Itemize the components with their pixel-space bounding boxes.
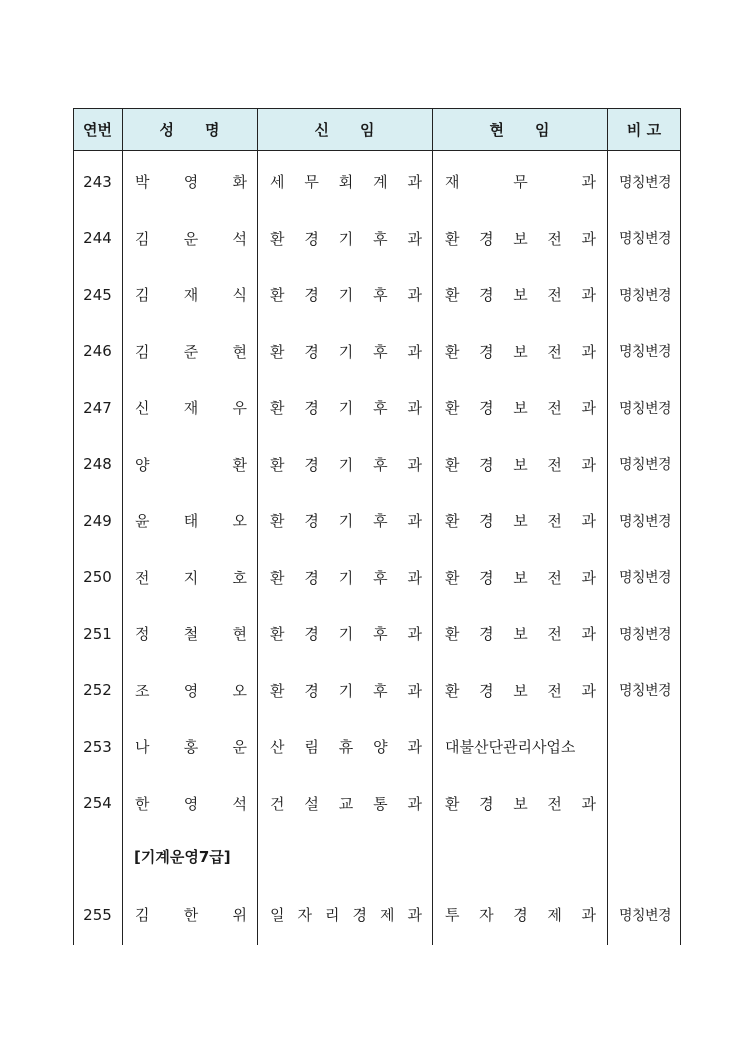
row-name: 윤 태 오 bbox=[135, 512, 247, 530]
table-row bbox=[73, 153, 681, 210]
row-new-post: 환 경 보 전 과 bbox=[445, 342, 596, 361]
header-note: 비 고 bbox=[626, 120, 662, 139]
row-number: 243 bbox=[83, 172, 112, 191]
row-old-post: 환 경 기 후 과 bbox=[270, 342, 422, 361]
row-number: 249 bbox=[83, 511, 112, 530]
section-label: [기계운영7급] bbox=[134, 848, 231, 866]
table-row bbox=[73, 886, 681, 943]
row-old-post: 환 경 기 후 과 bbox=[270, 286, 422, 304]
header-new-post: 현 임 bbox=[489, 120, 550, 139]
row-note: 명칭변경 bbox=[618, 513, 672, 530]
row-new-post: 환 경 보 전 과 bbox=[445, 794, 596, 813]
row-old-post: 세 무 회 계 과 bbox=[270, 173, 422, 191]
table-row bbox=[73, 605, 681, 662]
row-old-post: 환 경 기 후 과 bbox=[270, 625, 422, 643]
row-name: 전 지 호 bbox=[135, 568, 247, 587]
row-note: 명칭변경 bbox=[618, 287, 672, 304]
header-name: 성 명 bbox=[159, 120, 220, 139]
row-number: 246 bbox=[83, 342, 112, 360]
table-row bbox=[73, 323, 681, 380]
row-new-post: 환 경 보 전 과 bbox=[445, 229, 596, 248]
row-new-post: 투 자 경 제 과 bbox=[445, 906, 596, 924]
row-old-post: 건 설 교 통 과 bbox=[270, 794, 422, 813]
row-old-post: 환 경 기 후 과 bbox=[270, 568, 422, 587]
row-new-post: 환 경 보 전 과 bbox=[445, 625, 596, 643]
row-number: 245 bbox=[83, 285, 112, 304]
row-new-post: 환 경 보 전 과 bbox=[445, 512, 596, 530]
row-name: 양 환 bbox=[135, 455, 247, 474]
row-number: 254 bbox=[83, 794, 112, 812]
row-name: 박 영 화 bbox=[135, 173, 247, 191]
row-name: 김 준 현 bbox=[135, 342, 247, 361]
table-row bbox=[73, 492, 681, 549]
row-number: 250 bbox=[83, 568, 112, 586]
row-old-post: 환 경 기 후 과 bbox=[270, 681, 422, 700]
table-top-border bbox=[73, 108, 681, 109]
table-row bbox=[73, 210, 681, 267]
row-note: 명칭변경 bbox=[618, 457, 672, 473]
row-new-post: 환 경 보 전 과 bbox=[445, 399, 596, 417]
row-name: 신 재 우 bbox=[135, 399, 247, 417]
row-note: 명칭변경 bbox=[618, 626, 672, 643]
row-name: 김 한 위 bbox=[135, 906, 247, 924]
row-old-post: 환 경 기 후 과 bbox=[270, 399, 422, 417]
row-old-post: 일 자 리 경 제 과 bbox=[270, 906, 422, 924]
table-row bbox=[73, 662, 681, 719]
row-number: 252 bbox=[83, 681, 112, 699]
row-new-post: 대불산단관리사업소 bbox=[445, 738, 576, 756]
table-row bbox=[73, 775, 681, 832]
table-row bbox=[73, 379, 681, 436]
header-bottom-border bbox=[73, 150, 681, 151]
row-number: 253 bbox=[83, 737, 112, 756]
row-name: 김 운 석 bbox=[135, 229, 247, 248]
row-old-post: 환 경 기 후 과 bbox=[270, 512, 422, 530]
row-name: 조 영 오 bbox=[135, 681, 247, 700]
row-number: 244 bbox=[83, 229, 112, 247]
table-row bbox=[73, 718, 681, 775]
row-old-post: 산 림 휴 양 과 bbox=[270, 738, 422, 756]
row-new-post: 환 경 보 전 과 bbox=[445, 286, 596, 304]
table-row bbox=[73, 436, 681, 493]
table-row bbox=[73, 266, 681, 323]
row-note: 명칭변경 bbox=[618, 400, 672, 417]
row-name: 정 철 현 bbox=[135, 625, 247, 643]
row-note bbox=[609, 775, 681, 832]
row-new-post: 환 경 보 전 과 bbox=[445, 455, 596, 474]
row-note: 명칭변경 bbox=[618, 174, 672, 191]
row-name: 나 홍 운 bbox=[135, 738, 247, 756]
row-name: 김 재 식 bbox=[135, 286, 247, 304]
row-number: 251 bbox=[83, 624, 112, 643]
row-old-post: 환 경 기 후 과 bbox=[270, 229, 422, 248]
header-no: 연번 bbox=[83, 120, 112, 139]
row-note: 명칭변경 bbox=[618, 683, 672, 699]
row-number: 255 bbox=[83, 905, 112, 924]
row-number: 247 bbox=[83, 398, 112, 417]
row-new-post: 재 무 과 bbox=[445, 173, 596, 191]
row-note: 명칭변경 bbox=[618, 570, 672, 586]
table-row bbox=[73, 549, 681, 606]
table-header bbox=[73, 108, 681, 150]
header-old-post: 신 임 bbox=[314, 120, 375, 139]
row-note bbox=[609, 718, 681, 775]
row-new-post: 환 경 보 전 과 bbox=[445, 681, 596, 700]
row-number: 248 bbox=[83, 455, 112, 473]
row-new-post: 환 경 보 전 과 bbox=[445, 568, 596, 587]
personnel-table bbox=[73, 108, 681, 945]
row-note: 명칭변경 bbox=[618, 344, 672, 360]
row-name: 한 영 석 bbox=[135, 794, 247, 813]
row-note: 명칭변경 bbox=[618, 231, 672, 247]
row-old-post: 환 경 기 후 과 bbox=[270, 455, 422, 474]
row-note: 명칭변경 bbox=[618, 907, 672, 924]
